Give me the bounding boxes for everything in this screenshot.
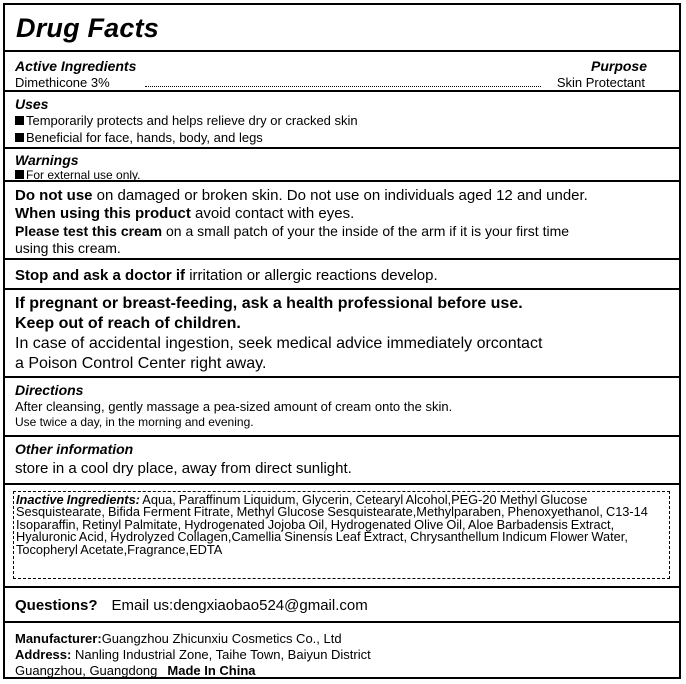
- purpose-value: Skin Protectant: [556, 75, 645, 90]
- pregnancy-warning: If pregnant or breast-feeding, ask a health professional before use.: [15, 295, 523, 312]
- keep-out-of-reach: Keep out of reach of children.: [15, 315, 241, 332]
- test-cream-text: Please test this cream on a small patch of your the inside of the arm if it is your first time: [15, 223, 570, 239]
- warnings-section: [5, 147, 679, 180]
- list-item: Beneficial for face, hands, body, and legs: [15, 131, 263, 144]
- stop-section: [5, 258, 679, 288]
- ingestion-text: In case of accidental ingestion, seek medical advice immediately orcontact: [15, 335, 543, 352]
- manufacturer-text: Manufacturer:Guangzhou Zhicunxiu Cosmetics Co., Ltd: [15, 631, 342, 646]
- directions-section: [5, 376, 679, 435]
- email-text: Email us:dengxiaobao524@gmail.com: [111, 597, 368, 614]
- directions-heading: Directions: [15, 382, 84, 398]
- directions-line-2: Use twice a day, in the morning and evening.: [15, 415, 254, 429]
- made-in-text: Made In China: [167, 663, 256, 678]
- other-information-heading: Other information: [15, 441, 134, 457]
- uses-section: [5, 90, 679, 147]
- address-text: Address: Nanling Industrial Zone, Taihe Town, Baiyun District: [15, 647, 371, 662]
- inactive-ingredients-text: Inactive Ingredients: Aqua, Paraffinum Liquidum, Glycerin, Cetearyl Alcohol,PEG-20 Methyl Glucose Sesquistearate, Bifida Ferment Fitrate, Methyl Glucose Sesquistearate,Methylparaben, Phenoxyethanol, C13-14 Isoparaffin, Retinyl Palmitate, Hydrogenated Jojoba Oil, Hydrogenated Olive Oil, Aloe Barbadensis Extract, Hyaluronic Acid, Hydrolyzed Collagen,Camellia Sinensis Leaf Extract, Chrysanthellum Indicum Flower Water, Tocopheryl Acetate,Fragrance,EDTA: [16, 492, 648, 557]
- when-using-text: When using this product avoid contact with eyes.: [15, 205, 355, 222]
- inactive-ingredients-section: [5, 483, 679, 586]
- stop-ask-doctor-text: Stop and ask a doctor if irritation or allergic reactions develop.: [15, 267, 438, 284]
- other-information-section: [5, 435, 679, 483]
- pregnancy-section: [5, 288, 679, 376]
- bullet-square-icon: [15, 116, 24, 125]
- questions-text: Questions? Email us:dengxiaobao524@gmail.com: [15, 597, 368, 614]
- external-use-text: For external use only.: [15, 169, 141, 181]
- bullet-square-icon: [15, 133, 24, 142]
- dot-leader: [145, 86, 541, 87]
- page-title: Drug Facts: [16, 13, 160, 43]
- uses-heading: Uses: [15, 96, 49, 112]
- drug-facts-panel: [3, 3, 681, 679]
- bullet-square-icon: [15, 170, 24, 179]
- active-ingredient-value: Dimethicone 3%: [15, 75, 110, 90]
- test-cream-text-2: using this cream.: [15, 240, 121, 256]
- warnings-heading: Warnings: [15, 152, 79, 168]
- active-ingredients-section: [5, 50, 679, 90]
- do-not-use-text: Do not use on damaged or broken skin. Do not use on individuals aged 12 and under.: [15, 187, 588, 204]
- inactive-ingredients-box: [13, 491, 670, 579]
- active-ingredients-heading: Active Ingredients: [15, 58, 137, 74]
- directions-line-1: After cleansing, gently massage a pea-sized amount of cream onto the skin.: [15, 399, 453, 414]
- poison-control-text: a Poison Control Center right away.: [15, 355, 267, 372]
- manufacturer-section: [5, 621, 679, 679]
- do-not-use-section: [5, 180, 679, 258]
- questions-section: [5, 586, 679, 621]
- purpose-heading: Purpose: [590, 58, 647, 74]
- storage-text: store in a cool dry place, away from direct sunlight.: [15, 460, 352, 477]
- address-city-text: Guangzhou, Guangdong Made In China: [15, 663, 256, 678]
- list-item: Temporarily protects and helps relieve dry or cracked skin: [15, 114, 358, 127]
